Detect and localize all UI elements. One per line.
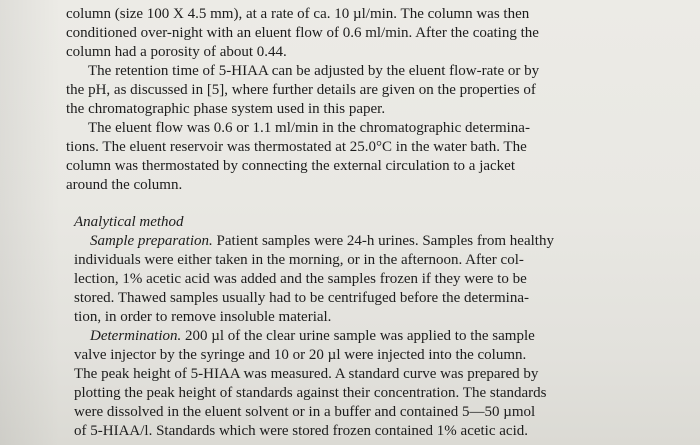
paragraph-determination (66, 327, 666, 441)
paragraph-sample-preparation (66, 232, 666, 327)
text-span: 200 µl of the clear urine sample was applied to the sample (181, 328, 535, 344)
section-heading: Analytical method (74, 214, 184, 230)
text-line: the pH, as discussed in [5], where further details are given on the properties of (66, 82, 536, 98)
subheading-sample-preparation: Sample preparation. (90, 233, 213, 249)
section-spacer (66, 195, 666, 213)
document-body (66, 5, 666, 441)
text-line: were dissolved in the eluent solvent or in a buffer and contained 5—50 µmol (74, 404, 536, 420)
text-line: valve injector by the syringe and 10 or 20 µl were injected into the column. (74, 347, 527, 363)
text-line (66, 232, 666, 251)
text-line: around the column. (66, 177, 183, 193)
text-line: column (size 100 X 4.5 mm), at a rate of ca. 10 µl/min. The column was then (66, 6, 530, 22)
page-shadow (0, 0, 60, 445)
paragraph-column-coating (66, 5, 666, 62)
text-line: The retention time of 5-HIAA can be adjusted by the eluent flow-rate or by (88, 63, 540, 79)
text-line: individuals were either taken in the morning, or in the afternoon. After col- (74, 252, 524, 268)
text-line: of 5-HIAA/l. Standards which were stored frozen contained 1% acetic acid. (74, 423, 528, 439)
text-line: The eluent flow was 0.6 or 1.1 ml/min in the chromatographic determina- (88, 120, 530, 136)
paragraph-eluent-flow (66, 119, 666, 195)
text-line: lection, 1% acetic acid was added and the samples frozen if they were to be (74, 271, 527, 287)
text-line: column was thermostated by connecting the external circulation to a jacket (66, 158, 516, 174)
subheading-determination: Determination. (90, 328, 182, 344)
text-line: tions. The eluent reservoir was thermostated at 25.0°C in the water bath. The (66, 139, 527, 155)
text-line: column had a porosity of about 0.44. (66, 44, 287, 60)
text-line: stored. Thawed samples usually had to be centrifuged before the determina- (74, 290, 529, 306)
text-line: tion, in order to remove insoluble material. (74, 309, 332, 325)
text-line: conditioned over-night with an eluent flow of 0.6 ml/min. After the coating the (66, 25, 539, 41)
text-line: The peak height of 5-HIAA was measured. A standard curve was prepared by (74, 366, 539, 382)
text-line: plotting the peak height of standards against their concentration. The standards (74, 385, 547, 401)
text-line (66, 327, 666, 346)
text-line: the chromatographic phase system used in this paper. (66, 101, 386, 117)
paragraph-retention-time (66, 62, 666, 119)
text-span: Patient samples were 24-h urines. Samples from healthy (212, 233, 554, 249)
